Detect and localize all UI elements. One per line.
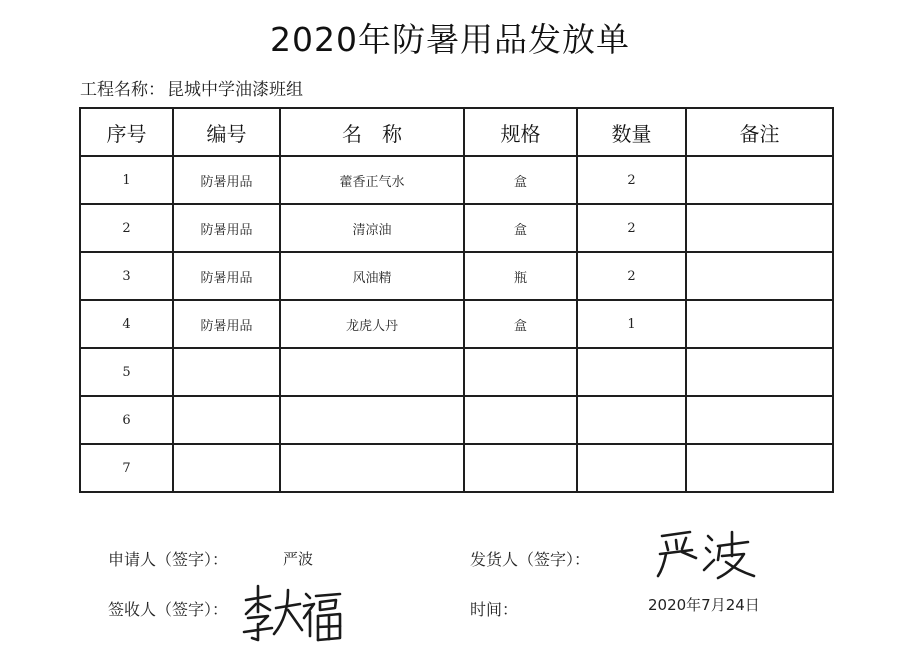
cell-qty (577, 348, 686, 396)
table-header-row (80, 108, 833, 156)
cell-note (686, 300, 833, 348)
cell-code (173, 348, 280, 396)
table-row (80, 444, 833, 492)
cell-note (686, 348, 833, 396)
cell-name (280, 348, 464, 396)
header-qty: 数量 (577, 108, 686, 156)
table-row (80, 348, 833, 396)
cell-note (686, 396, 833, 444)
cell-seq: 4 (80, 300, 173, 348)
table-row (80, 156, 833, 204)
cell-code: 防暑用品 (173, 204, 280, 252)
cell-seq: 5 (80, 348, 173, 396)
table-row (80, 300, 833, 348)
cell-qty (577, 444, 686, 492)
applicant-label: 申请人（签字）： (108, 550, 229, 569)
cell-qty (577, 396, 686, 444)
cell-note (686, 156, 833, 204)
project-line (80, 75, 303, 100)
table-row (80, 396, 833, 444)
cell-note (686, 204, 833, 252)
cell-note (686, 252, 833, 300)
cell-qty: 2 (577, 156, 686, 204)
project-separator: ： (148, 80, 165, 100)
cell-code: 防暑用品 (173, 156, 280, 204)
cell-name (280, 444, 464, 492)
cell-seq: 1 (80, 156, 173, 204)
cell-name (280, 396, 464, 444)
cell-code (173, 444, 280, 492)
distribution-table (79, 107, 834, 493)
cell-qty: 2 (577, 204, 686, 252)
receiver-label: 签收人（签字）： (108, 600, 229, 619)
cell-seq: 3 (80, 252, 173, 300)
table-row (80, 252, 833, 300)
cell-spec: 盒 (464, 204, 577, 252)
table-row (80, 204, 833, 252)
issuer-signature-image (652, 522, 762, 582)
cell-code: 防暑用品 (173, 252, 280, 300)
issuer-label: 发货人（签字）： (470, 550, 591, 569)
header-note: 备注 (686, 108, 833, 156)
receiver-signature-image (240, 578, 350, 648)
cell-spec: 盒 (464, 156, 577, 204)
cell-name: 风油精 (280, 252, 464, 300)
cell-qty: 2 (577, 252, 686, 300)
cell-spec: 瓶 (464, 252, 577, 300)
document-title: 2020年防暑用品发放单 (270, 20, 630, 59)
header-seq: 序号 (80, 108, 173, 156)
cell-name: 藿香正气水 (280, 156, 464, 204)
header-spec: 规格 (464, 108, 577, 156)
time-label: 时间： (470, 600, 519, 619)
header-code: 编号 (173, 108, 280, 156)
issue-date: 2020年7月24日 (648, 596, 760, 614)
cell-qty: 1 (577, 300, 686, 348)
cell-code: 防暑用品 (173, 300, 280, 348)
project-name: 昆城中学油漆班组 (167, 80, 303, 100)
cell-name: 龙虎人丹 (280, 300, 464, 348)
project-label: 工程名称 (80, 80, 148, 100)
header-name: 名 称 (280, 108, 464, 156)
cell-note (686, 444, 833, 492)
cell-spec (464, 396, 577, 444)
cell-seq: 2 (80, 204, 173, 252)
cell-spec: 盒 (464, 300, 577, 348)
cell-spec (464, 444, 577, 492)
cell-code (173, 396, 280, 444)
cell-name: 清凉油 (280, 204, 464, 252)
applicant-name: 严波 (283, 550, 314, 568)
cell-spec (464, 348, 577, 396)
cell-seq: 6 (80, 396, 173, 444)
cell-seq: 7 (80, 444, 173, 492)
